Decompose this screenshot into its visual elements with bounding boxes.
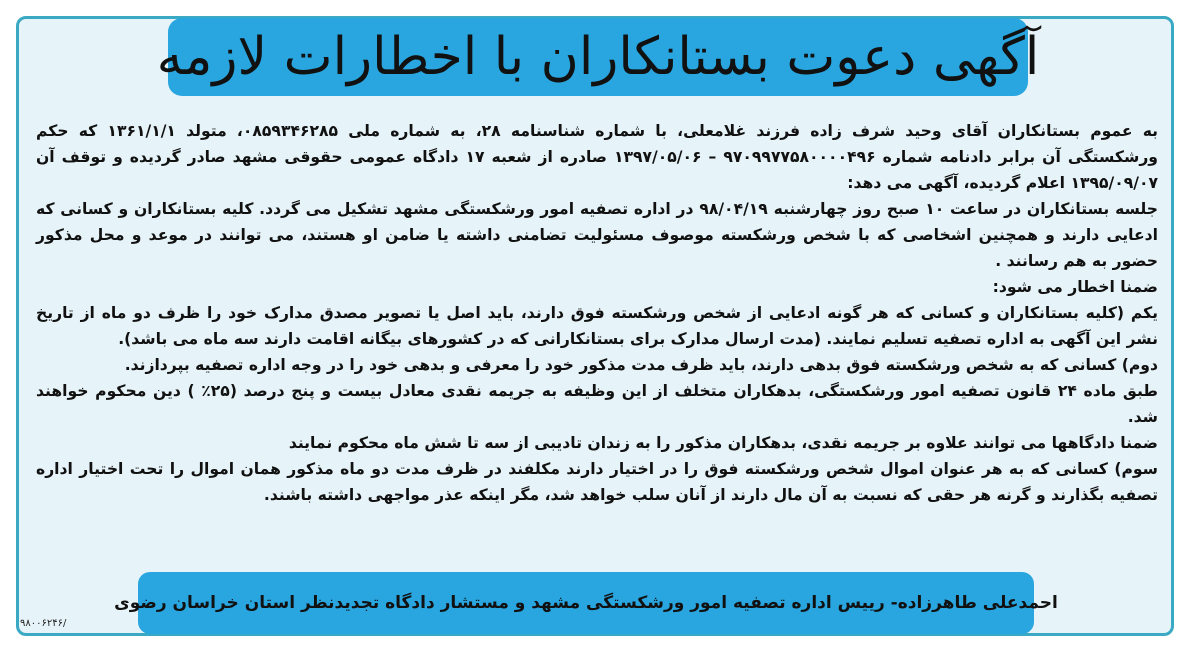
signature-banner — [114, 572, 1058, 634]
notice-title: آگهی دعوت بستانکاران با اخطارات لازمه — [156, 27, 1040, 87]
paragraph-third: سوم) کسانی که به هر عنوان اموال شخص ورشکسته فوق را در اختیار دارند مکلفند در ظرف مدت دو ماه مذکور همان اموال را تحت اختیار اداره تصفیه بگذارند و گرنه هر حقی که نسبت به آن مال دارند از آنان سلب خواهد شد، مگر اینکه عذر مواجهی داشته باشند. — [36, 460, 1158, 504]
paragraph-second: دوم) کسانی که به شخص ورشکسته فوق بدهی دارند، باید ظرف مدت مذکور خود را معرفی و بدهی خود را در وجه اداره تصفیه بپردازند. — [124, 356, 1158, 374]
notice-code: /۹۸۰۰۶۲۴۶ — [20, 618, 67, 629]
paragraph-intro: به عموم بستانکاران آقای وحید شرف زاده فرزند غلامعلی، با شماره شناسنامه ۲۸، به شماره ملی ۰۸۵۹۳۴۶۲۸۵، متولد ۱۳۶۱/۱/۱ که حکم ورشکستگی آن برابر دادنامه شماره ۹۷۰۹۹۷۷۵۸۰۰۰۰۴۹۶ – ۱۳۹۷/۰۵/۰۶ صادره از شعبه ۱۷ دادگاه عمومی حقوقی مشهد صادر گردیده و توقف آن ۱۳۹۵/۰۹/۰۷ اعلام گردیده، آگهی می دهد: — [36, 122, 1159, 192]
paragraph-article-24: طبق ماده ۲۴ قانون تصفیه امور ورشکستگی، بدهکاران متخلف از این وظیفه به جریمه نقدی معادل بیست و پنج درصد (۲۵٪ ) دین محکوم خواهند شد. — [36, 382, 1158, 426]
paragraph-courts: ضمنا دادگاهها می توانند علاوه بر جریمه نقدی، بدهکاران مذکور را به زندان تادیبی از سه تا شش ماه محکوم نمایند — [288, 434, 1158, 452]
paragraph-first: یکم (کلیه بستانکاران و کسانی که هر گونه ادعایی از شخص ورشکسته فوق دارند، باید اصل یا تصویر مصدق مدارک خود را ظرف دو ماه از تاریخ نشر این آگهی به اداره تصفیه تسلیم نمایند. (مدت ارسال مدارک برای بستانکارانی که در کشورهای بیگانه اقامت دارند سه ماه می باشد). — [36, 304, 1158, 348]
title-banner — [156, 18, 1040, 96]
paragraph-meeting: جلسه بستانکاران در ساعت ۱۰ صبح روز چهارشنبه ۹۸/۰۴/۱۹ در اداره تصفیه امور ورشکستگی مشهد تشکیل می گردد. کلیه بستانکاران و کسانی که ادعایی دارند و همچنین اشخاصی که با شخص ورشکسته موصوف مسئولیت تضامنی داشته یا ضامن او هستند، می توانند در موعد و محل مذکور حضور به هم رسانند . — [36, 200, 1158, 270]
signature-text: احمدعلی طاهرزاده- رییس اداره تصفیه امور ورشکستگی مشهد و مستشار دادگاه تجدیدنظر استان خراسان رضوی — [114, 593, 1058, 613]
notice-body — [36, 118, 1158, 508]
paragraph-warning-heading: ضمنا اخطار می شود: — [992, 278, 1158, 296]
